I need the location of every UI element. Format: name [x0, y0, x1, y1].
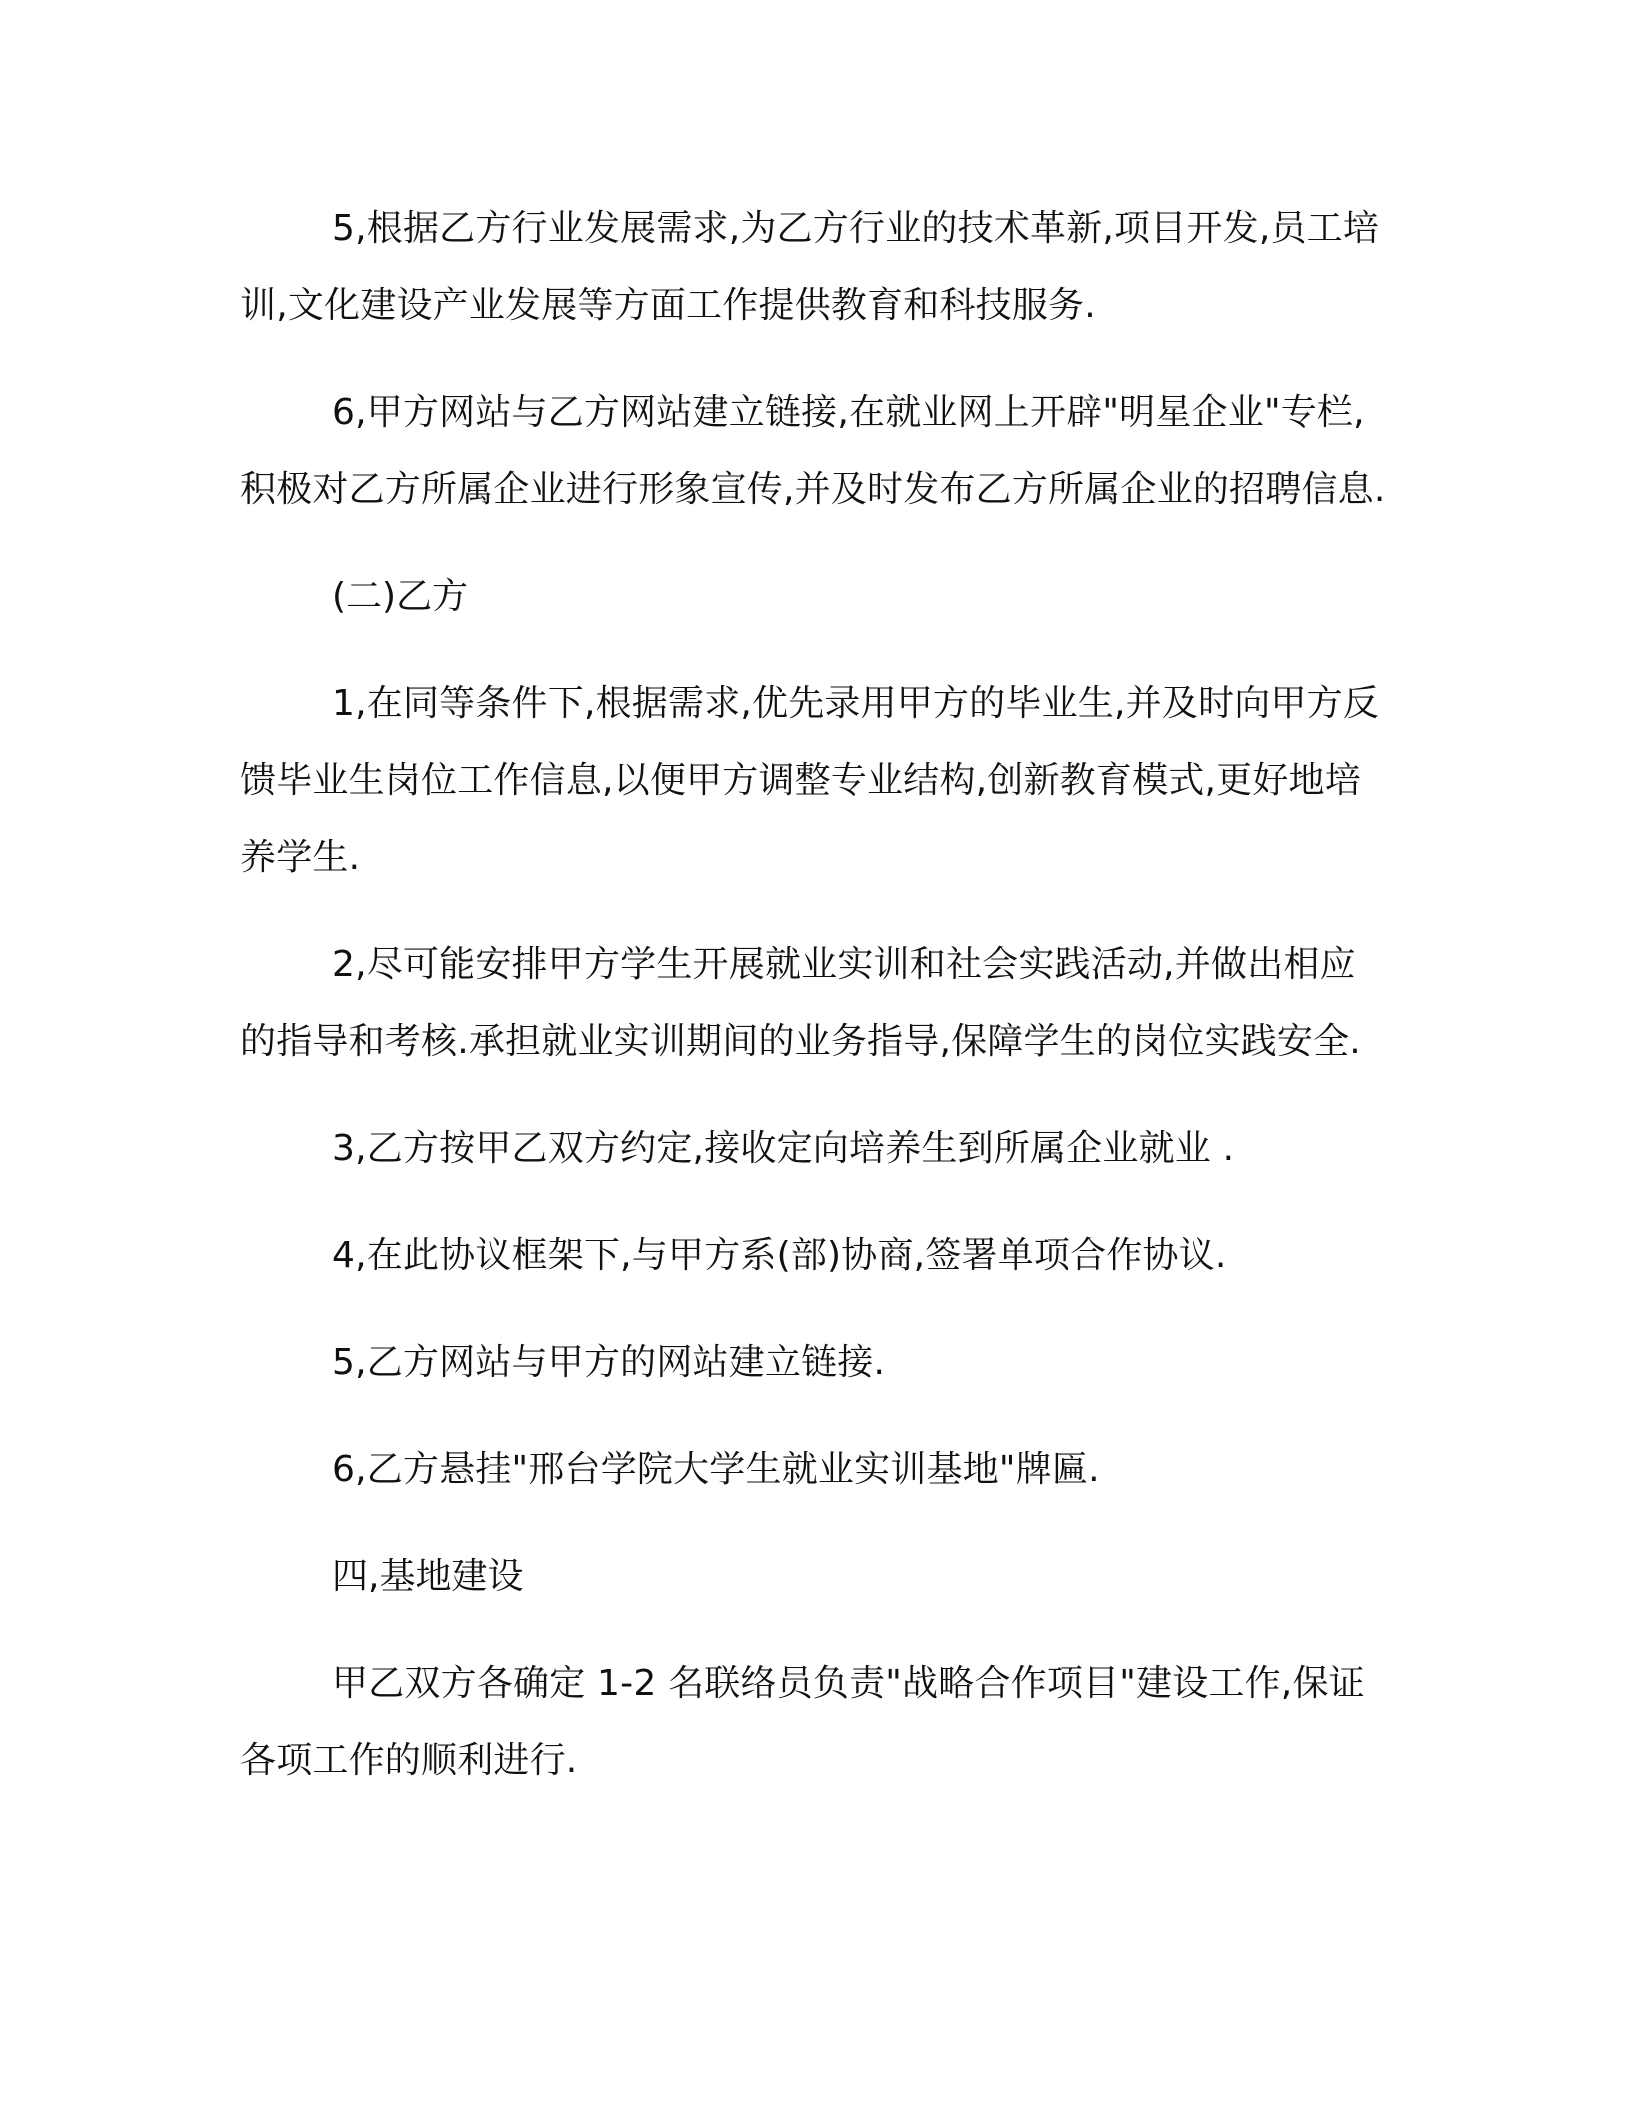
paragraph-yi-6: 6,乙方悬挂"邢台学院大学生就业实训基地"牌匾.	[332, 1449, 1100, 1490]
document-body	[240, 190, 1390, 1829]
section-heading-base-construction: 四,基地建设	[332, 1556, 524, 1597]
paragraph-yi-5: 5,乙方网站与甲方的网站建立链接.	[332, 1342, 886, 1383]
paragraph-yi-1: 1,在同等条件下,根据需求,优先录用甲方的毕业生,并及时向甲方反馈毕业生岗位工作信息,以便甲方调整专业结构,创新教育模式,更好地培养学生.	[240, 683, 1380, 878]
paragraph-yi-4: 4,在此协议框架下,与甲方系(部)协商,签署单项合作协议.	[332, 1235, 1227, 1276]
paragraph-jia-6: 6,甲方网站与乙方网站建立链接,在就业网上开辟"明星企业"专栏,积极对乙方所属企业进行形象宣传,并及时发布乙方所属企业的招聘信息.	[240, 392, 1386, 510]
paragraph-yi-2: 2,尽可能安排甲方学生开展就业实训和社会实践活动,并做出相应的指导和考核.承担就业实训期间的业务指导,保障学生的岗位实践安全.	[240, 944, 1361, 1062]
paragraph-jia-5: 5,根据乙方行业发展需求,为乙方行业的技术革新,项目开发,员工培训,文化建设产业发展等方面工作提供教育和科技服务.	[240, 208, 1380, 326]
paragraph-yi-3: 3,乙方按甲乙双方约定,接收定向培养生到所属企业就业 .	[332, 1128, 1235, 1169]
paragraph-liaison: 甲乙双方各确定 1-2 名联络员负责"战略合作项目"建设工作,保证各项工作的顺利进行.	[240, 1663, 1365, 1781]
section-heading-yi: (二)乙方	[332, 576, 469, 617]
